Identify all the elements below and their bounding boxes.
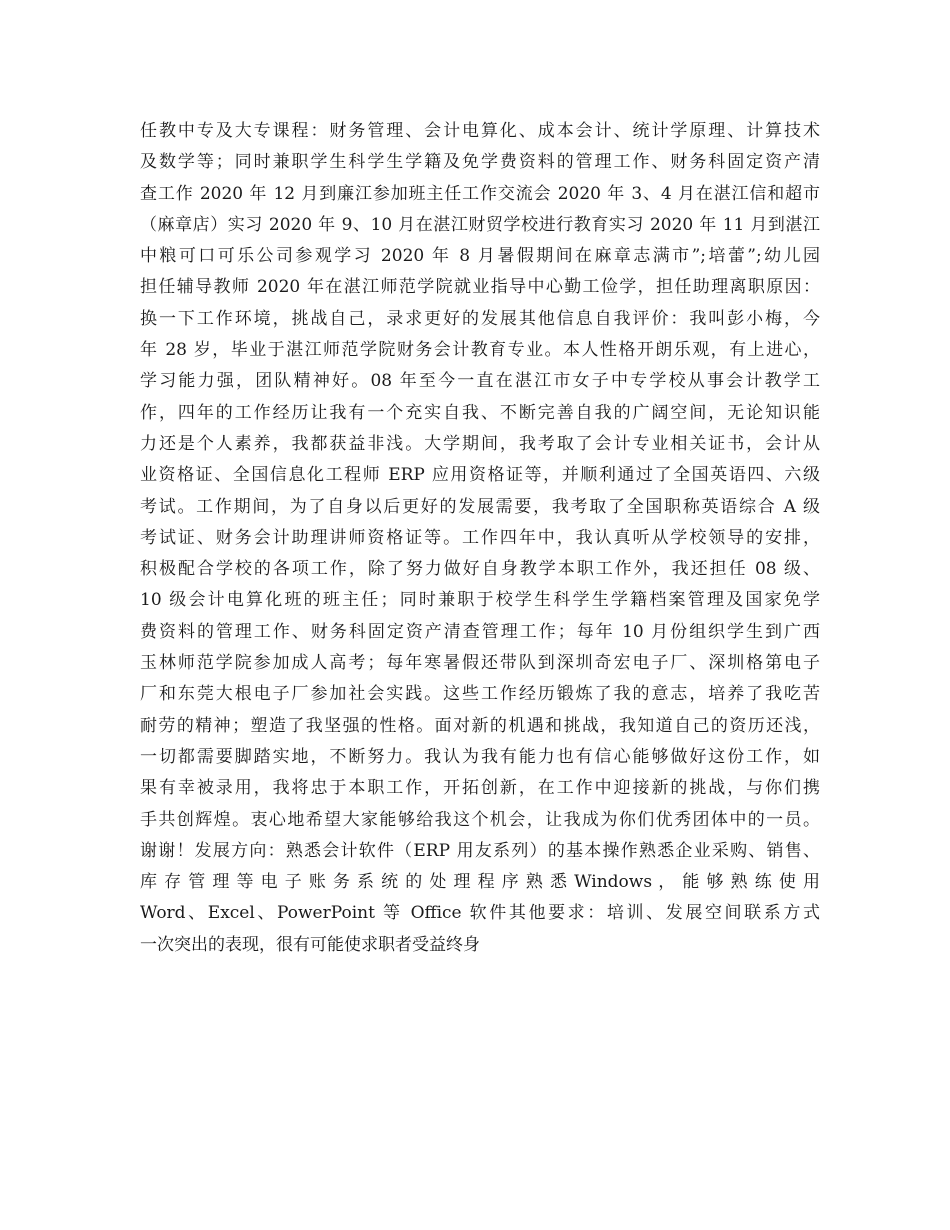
text-line-4: （麻章店）实习 2020 年 9、10 月在湛江财贸学校进行教育实习 2020 年 11 月到湛江 — [140, 214, 820, 235]
text-line-12: 业资格证、全国信息化工程师 ERP 应用资格证等，并顺利通过了全国英语四、六级 — [140, 465, 820, 486]
text-line-25: 库 存 管 理 等 电 子 账 务 系 统 的 处 理 程 序 熟 悉 Windows ， 能 够 熟 练 使 用 — [140, 872, 820, 893]
text-line-3: 查工作 2020 年 12 月到廉江参加班主任工作交流会 2020 年 3、4 月在湛江信和超市 — [140, 183, 820, 204]
text-line-13: 考试。工作期间，为了自身以后更好的发展需要，我考取了全国职称英语综合 A 级 — [140, 496, 820, 517]
text-line-9: 学习能力强，团队精神好。08 年至今一直在湛江市女子中专学校从事会计教学工 — [140, 371, 820, 392]
text-line-15: 积极配合学校的各项工作，除了努力做好自身教学本职工作外，我还担任 08 级、 — [140, 559, 820, 580]
text-line-19: 厂和东莞大根电子厂参加社会实践。这些工作经历锻炼了我的意志，培养了我吃苦 — [140, 684, 820, 705]
text-line-27: 一次突出的表现，很有可能使求职者受益终身 — [140, 934, 480, 955]
text-line-22: 果有幸被录用，我将忠于本职工作，开拓创新，在工作中迎接新的挑战，与你们携 — [140, 778, 820, 799]
text-line-18: 玉林师范学院参加成人高考；每年寒暑假还带队到深圳奇宏电子厂、深圳格第电子 — [140, 653, 820, 674]
text-line-5: 中粮可口可乐公司参观学习 2020 年 8 月暑假期间在麻章志满市”;培蕾”;幼儿园 — [140, 246, 820, 267]
text-line-20: 耐劳的精神；塑造了我坚强的性格。面对新的机遇和挑战，我知道自己的资历还浅， — [140, 715, 820, 736]
text-line-10: 作，四年的工作经历让我有一个充实自我、不断完善自我的广阔空间，无论知识能 — [140, 402, 820, 423]
text-line-8: 年 28 岁，毕业于湛江师范学院财务会计教育专业。本人性格开朗乐观，有上进心， — [140, 340, 820, 361]
text-line-21: 一切都需要脚踏实地，不断努力。我认为我有能力也有信心能够做好这份工作，如 — [140, 746, 820, 767]
text-line-23: 手共创辉煌。衷心地希望大家能够给我这个机会，让我成为你们优秀团体中的一员。 — [140, 809, 820, 830]
text-line-17: 费资料的管理工作、财务科固定资产清查管理工作；每年 10 月份组织学生到广西 — [140, 621, 820, 642]
text-line-11: 力还是个人素养，我都获益非浅。大学期间，我考取了会计专业相关证书，会计从 — [140, 433, 820, 454]
text-line-7: 换一下工作环境，挑战自己，录求更好的发展其他信息自我评价：我叫彭小梅，今 — [140, 308, 820, 329]
text-line-14: 考试证、财务会计助理讲师资格证等。工作四年中，我认真听从学校领导的安排， — [140, 527, 820, 548]
text-line-16: 10 级会计电算化班的班主任；同时兼职于校学生科学生学籍档案管理及国家免学 — [140, 590, 820, 611]
text-line-6: 担任辅导教师 2020 年在湛江师范学院就业指导中心勤工俭学，担任助理离职原因： — [140, 277, 820, 298]
text-line-2: 及数学等；同时兼职学生科学生学籍及免学费资料的管理工作、财务科固定资产清 — [140, 152, 820, 173]
text-line-24: 谢谢！发展方向：熟悉会计软件（ERP 用友系列）的基本操作熟悉企业采购、销售、 — [140, 840, 820, 861]
body-text — [140, 116, 820, 961]
text-line-26: Word、Excel、PowerPoint 等 Office 软件其他要求：培训、发展空间联系方式 — [140, 903, 820, 924]
text-line-1: 任教中专及大专课程：财务管理、会计电算化、成本会计、统计学原理、计算技术 — [140, 121, 820, 141]
